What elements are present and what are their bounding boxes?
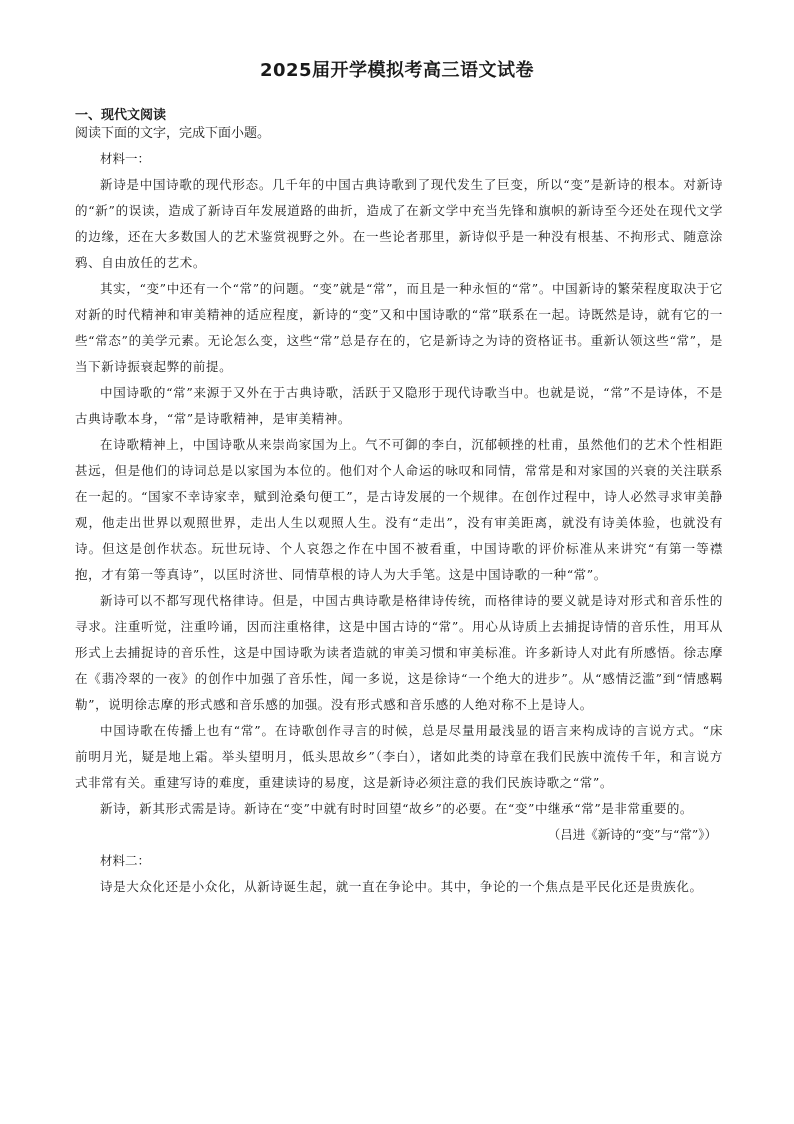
instruction-text: 阅读下面的文字，完成下面小题。 xyxy=(75,126,271,141)
paragraph: 其实，“变”中还有一个“常”的问题。“变”就是“常”，而且是一种永恒的“常”。中国新诗的繁荣程度取决于它对新的时代精神和审美精神的适应程度，新诗的“变”又和中国诗歌的“常”联系在一起。诗既然是诗，就有它的一些“常态”的美学元素。无论怎么变，这些“常”总是存在的，它是新诗之为诗的资格证书。重新认领这些“常”，是当下新诗振衰起弊的前提。 xyxy=(75,281,723,374)
page-title: 2025届开学模拟考高三语文试卷 xyxy=(259,60,535,81)
paragraph: 在诗歌精神上，中国诗歌从来崇尚家国为上。气不可御的李白，沉郁顿挫的杜甫，虽然他们的艺术个性相距甚远，但是他们的诗词总是以家国为本位的。他们对个人命运的咏叹和同情，常常是和对家国的兴衰的关注联系在一起的。“国家不幸诗家幸，赋到沧桑句便工”，是古诗发展的一个规律。在创作过程中，诗人必然寻求审美静观，他走出世界以观照世界，走出人生以观照人生。没有“走出”，没有审美距离，就没有诗美体验，也就没有诗。但这是创作状态。玩世玩诗、个人哀怨之作在中国不被看重，中国诗歌的评价标准从来讲究“有第一等襟抱，才有第一等真诗”，以匡时济世、同情草根的诗人为大手笔。这是中国诗歌的一种“常”。 xyxy=(75,437,723,582)
source-citation: （吕进《新诗的“变”与“常”》） xyxy=(547,827,717,842)
paragraph: 新诗，新其形式需是诗。新诗在“变”中就有时时回望“故乡”的必要。在“变”中继承“常”是非常重要的。 xyxy=(100,801,694,816)
reading-passage xyxy=(75,146,723,900)
paragraph: 诗是大众化还是小众化，从新诗诞生起，就一直在争论中。其中，争论的一个焦点是平民化还是贵族化。 xyxy=(100,879,703,894)
paragraph: 新诗是中国诗歌的现代形态。几千年的中国古典诗歌到了现代发生了巨变，所以“变”是新诗的根本。对新诗的“新”的误读，造成了新诗百年发展道路的曲折，造成了在新文学中充当先锋和旗帜的新诗至今还处在现代文学的边缘，还在大多数国人的艺术鉴赏视野之外。在一些论者那里，新诗似乎是一种没有根基、不拘形式、随意涂鸦、自由放任的艺术。 xyxy=(75,177,723,270)
paragraph: 新诗可以不都写现代格律诗。但是，中国古典诗歌是格律诗传统，而格律诗的要义就是诗对形式和音乐性的寻求。注重听觉，注重吟诵，因而注重格律，这是中国古诗的“常”。用心从诗质上去捕捉诗情的音乐性，用耳从形式上去捕捉诗的音乐性，这是中国诗歌为读者造就的审美习惯和审美标准。许多新诗人对此有所感悟。徐志摩在《翡冷翠的一夜》的创作中加强了音乐性，闻一多说，这是徐诗“一个绝大的进步”。从“感情泛滥”到“情感羁勒”，说明徐志摩的形式感和音乐感的加强。没有形式感和音乐感的人绝对称不上是诗人。 xyxy=(75,593,723,712)
section-heading: 一、现代文阅读 xyxy=(75,108,167,123)
paragraph: 中国诗歌的“常”来源于又外在于古典诗歌，活跃于又隐形于现代诗歌当中。也就是说，“常”不是诗体，不是古典诗歌本身，“常”是诗歌精神，是审美精神。 xyxy=(75,385,723,426)
material-one-label: 材料一： xyxy=(100,151,151,166)
material-two-label: 材料二： xyxy=(100,853,151,868)
paragraph: 中国诗歌在传播上也有“常”。在诗歌创作寻言的时候，总是尽量用最浅显的语言来构成诗的言说方式。“床前明月光，疑是地上霜。举头望明月，低头思故乡”（李白），诸如此类的诗章在我们民族中流传千年，和言说方式非常有关。重建写诗的难度，重建读诗的易度，这是新诗必须注意的我们民族诗歌之“常”。 xyxy=(75,723,723,790)
